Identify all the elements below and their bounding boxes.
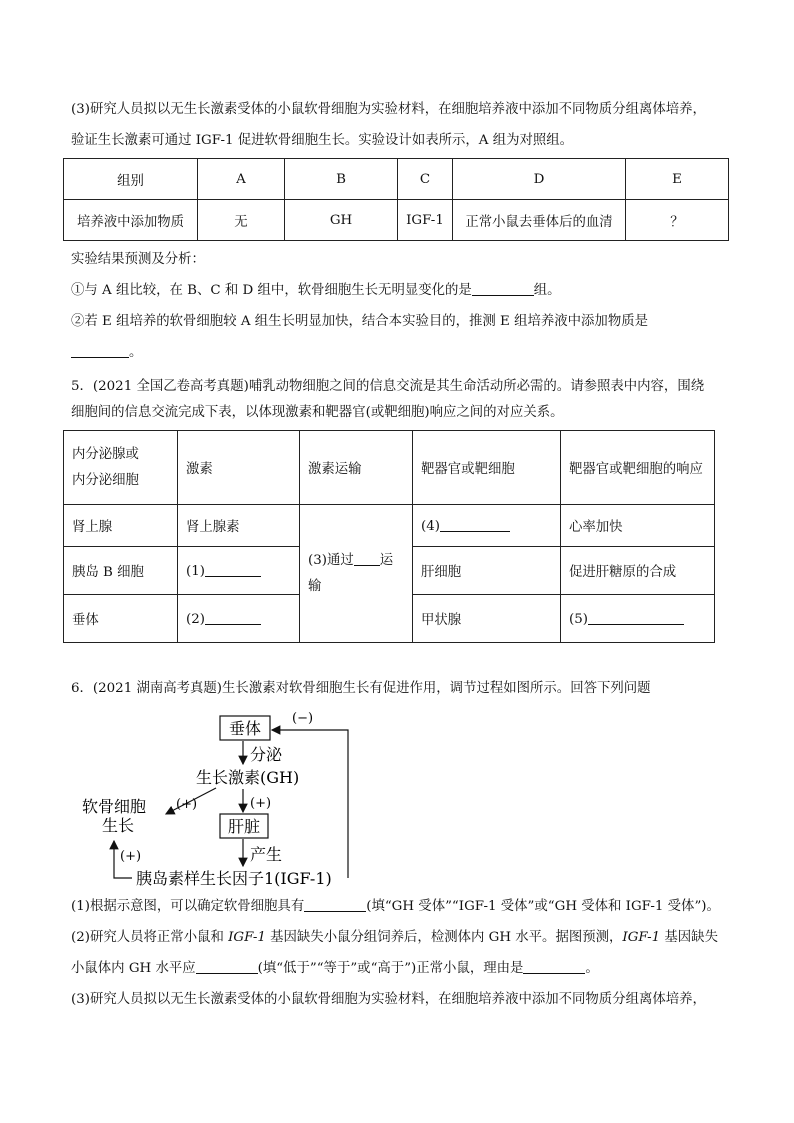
analysis-q1	[71, 281, 731, 301]
cell-label: (5)	[569, 612, 588, 627]
table-cell: A	[198, 159, 285, 200]
positive-label-3: (+)	[120, 849, 142, 864]
q1-text: ①与 A 组比较，在 B、C 和 D 组中，软骨细胞生长无明显变化的是	[71, 283, 472, 298]
q5-line-2: 细胞间的信息交流完成下表，以体现激素和靶器官(或靶细胞)响应之间的对应关系。	[71, 405, 564, 420]
s2-text: (填“低于”“等于”或“高于”)正常小鼠，理由是	[257, 961, 524, 976]
feedback-arrow	[272, 730, 348, 878]
table-cell: 垂体	[64, 595, 178, 643]
pituitary-label: 垂体	[228, 719, 262, 738]
q2-end: 。	[129, 345, 143, 360]
negative-feedback-label: (−)	[292, 711, 314, 726]
cell-label: (1)	[186, 564, 205, 579]
table-cell: 促进肝糖原的合成	[561, 547, 715, 595]
table-cell: 肾上腺	[64, 505, 178, 547]
table-cell: 培养液中添加物质	[64, 200, 198, 241]
answer-blank[interactable]	[196, 959, 258, 974]
positive-label-2: (+)	[250, 796, 272, 811]
table-cell: B	[285, 159, 398, 200]
answer-blank[interactable]	[588, 610, 684, 625]
table-cell: 激素运输	[300, 431, 413, 505]
s2-text: 。	[585, 961, 599, 976]
s1-text: (1)根据示意图，可以确定软骨细胞具有	[71, 899, 305, 914]
q5-line-1: 5．(2021 全国乙卷高考真题)哺乳动物细胞之间的信息交流是其生命活动所必需的。请参照表中内容，围绕	[71, 379, 705, 394]
positive-label: (+)	[176, 797, 198, 812]
answer-blank[interactable]	[304, 897, 366, 912]
s2-text: (2)研究人员将正常小鼠和	[71, 930, 229, 945]
q6-title: 6．(2021 湖南高考真题)生长激素对软骨细胞生长有促进作用，调节过程如图所示。回答下列问题	[71, 681, 651, 696]
table-cell: 靶器官或靶细胞的响应	[561, 431, 715, 505]
q6-subquestion-2	[71, 928, 731, 948]
gh-label: 生长激素(GH)	[196, 768, 300, 787]
table-cell: 肝细胞	[413, 547, 561, 595]
s2-text: 基因缺失	[660, 930, 718, 945]
answer-blank[interactable]	[472, 281, 534, 296]
table-cell: 心率加快	[561, 505, 715, 547]
table-cell: 甲状腺	[413, 595, 561, 643]
cell-label: (4)	[421, 519, 440, 534]
transport-line-1	[308, 548, 406, 574]
table-cell: 正常小鼠去垂体后的血清	[453, 200, 626, 241]
table-cell: GH	[285, 200, 398, 241]
table-row	[64, 159, 729, 200]
table-cell: 无	[198, 200, 285, 241]
answer-blank[interactable]	[523, 959, 585, 974]
analysis-q2: ②若 E 组培养的软骨细胞较 A 组生长明显加快，结合本实验目的，推测 E 组培养液中添加物质是	[71, 314, 648, 329]
table-cell: 激素	[178, 431, 300, 505]
intro-line-2: 验证生长激素可通过 IGF-1 促进软骨细胞生长。实验设计如表所示，A 组为对照组。	[71, 133, 574, 148]
transport-text: (3)通过	[308, 552, 354, 568]
analysis-q2-answer	[71, 343, 731, 363]
q1-end: 组。	[533, 283, 561, 298]
table-cell: E	[626, 159, 729, 200]
igf-label: 胰岛素样生长因子1(IGF-1)	[136, 869, 332, 888]
transport-line-2: 输	[308, 578, 322, 594]
answer-blank[interactable]	[71, 343, 129, 358]
s2-gene: IGF-1	[622, 930, 661, 945]
header-text: 内分泌腺或	[72, 446, 139, 462]
table-cell	[64, 431, 178, 505]
s1-text: (填“GH 受体”“IGF-1 受体”或“GH 受体和 IGF-1 受体”)。	[366, 899, 720, 914]
s2-text: 基因缺失小鼠分组饲养后，检测体内 GH 水平。据图预测，	[265, 930, 623, 945]
q6-subquestion-3: (3)研究人员拟以无生长激素受体的小鼠软骨细胞为实验材料，在细胞培养液中添加不同物质分组离体培养，	[71, 992, 706, 1007]
liver-label: 肝脏	[227, 817, 261, 836]
answer-blank[interactable]	[205, 610, 261, 625]
table-cell	[413, 505, 561, 547]
q6-subquestion-2-line-2	[71, 959, 731, 979]
s2-gene: IGF-1	[228, 930, 266, 945]
table-cell: D	[453, 159, 626, 200]
intro-line-1: (3)研究人员拟以无生长激素受体的小鼠软骨细胞为实验材料，在细胞培养液中添加不同物质分组离体培养，	[71, 102, 706, 117]
q6-subquestion-1	[71, 897, 731, 917]
answer-blank[interactable]	[205, 562, 261, 577]
answer-blank[interactable]	[440, 517, 510, 532]
cell-label: (2)	[186, 612, 205, 627]
analysis-title: 实验结果预测及分析：	[71, 252, 205, 267]
table-cell: 组别	[64, 159, 198, 200]
header-text: 内分泌细胞	[72, 472, 139, 488]
table-cell	[178, 595, 300, 643]
table-row	[64, 200, 729, 241]
table-cell: C	[398, 159, 453, 200]
table-cell: 肾上腺素	[178, 505, 300, 547]
hormone-table	[63, 430, 715, 643]
experiment-table	[63, 158, 729, 241]
table-cell	[561, 595, 715, 643]
cartilage-label: 软骨细胞	[82, 797, 147, 816]
table-row	[64, 505, 715, 547]
transport-text: 运	[379, 552, 394, 568]
table-cell: 靶器官或靶细胞	[413, 431, 561, 505]
produce-label: 产生	[250, 845, 283, 864]
answer-blank[interactable]	[354, 551, 380, 566]
table-cell: ？	[626, 200, 729, 241]
regulation-diagram	[80, 706, 370, 890]
table-cell: IGF-1	[398, 200, 453, 241]
table-row	[64, 431, 715, 505]
table-cell: 胰岛 B 细胞	[64, 547, 178, 595]
table-cell	[178, 547, 300, 595]
table-cell	[300, 505, 413, 643]
s2-text: 小鼠体内 GH 水平应	[71, 961, 196, 976]
secrete-label: 分泌	[250, 745, 283, 764]
growth-label: 生长	[102, 816, 135, 835]
